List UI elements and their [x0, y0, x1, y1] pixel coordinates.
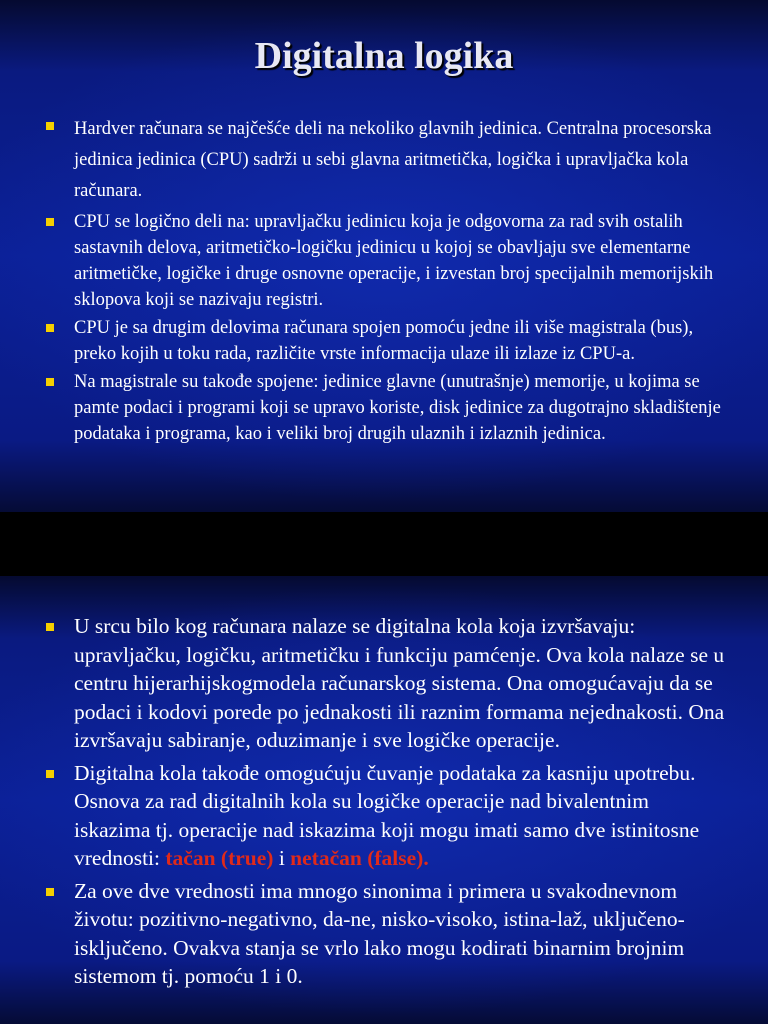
- bullet-item: [46, 315, 726, 367]
- square-bullet-icon: [46, 623, 54, 631]
- bullet-item: [46, 369, 726, 447]
- square-bullet-icon: [46, 324, 54, 332]
- conjunction-text: i: [273, 846, 291, 870]
- bullet-list: [46, 612, 726, 995]
- bullet-item: [46, 612, 726, 755]
- bullet-text: Digitalna kola takođe omogućuju čuvanje podataka za kasniju upotrebu. Osnova za rad digitalnih kola su logičke operacije nad bivalentnim iskazima tj. operacije nad iskazima koji mogu imati samo dve istinitosne vrednosti:: [74, 760, 700, 870]
- slide-digitalna-kola: [0, 576, 768, 1024]
- bullet-text: Hardver računara se najčešće deli na nekoliko glavnih jedinica. Centralna procesorska jedinica jedinica (CPU) sadrži u sebi glavna aritmetička, logička i upravljačka kola računara.: [74, 119, 712, 201]
- bullet-list: [46, 114, 726, 449]
- false-value-label: netačan (false).: [290, 846, 429, 870]
- bullet-text: Na magistrale su takođe spojene: jedinice glavne (unutrašnje) memorije, u kojima se pamte podaci i programi koji se upravo koriste, disk jedinice za dugotrajno skladištenje podataka i programa, kao i veliki broj drugih ulaznih i izlaznih jedinica.: [74, 372, 721, 444]
- bullet-item: [46, 759, 726, 873]
- square-bullet-icon: [46, 122, 54, 130]
- square-bullet-icon: [46, 770, 54, 778]
- bullet-text: Za ove dve vrednosti ima mnogo sinonima i primera u svakodnevnom životu: pozitivno-negativno, da-ne, nisko-visoko, istina-laž, uključeno-isključeno. Ovakva stanja se vrlo lako mogu kodirati binarnim brojnim sistemom tj. pomoću 1 i 0.: [74, 878, 685, 988]
- bullet-item: [46, 114, 726, 207]
- square-bullet-icon: [46, 218, 54, 226]
- true-value-label: tačan (true): [165, 846, 274, 870]
- square-bullet-icon: [46, 378, 54, 386]
- bullet-text: CPU se logično deli na: upravljačku jedinicu koja je odgovorna za rad svih ostalih sastavnih delova, aritmetičko-logičku jedinicu u kojoj se obavljaju sve elementarne aritmetičke, logičke i druge osnovne operacije, i izvestan broj specijalnih memorijskih sklopova koji se nazivaju registri.: [74, 212, 714, 310]
- bullet-item: [46, 209, 726, 313]
- bullet-text: U srcu bilo kog računara nalaze se digitalna kola koja izvršavaju: upravljačku, logičku, aritmetičku i funkciju pamćenje. Ova kola nalaze se u centru hijerarhijskogmodela računarskog sistema. Ona omogućavaju da se podaci i kodovi porede po jednakosti ili raznim formama nejednakosti. Ona izvršavaju sabiranje, oduzimanje i sve logičke operacije.: [74, 614, 725, 752]
- bullet-item: [46, 877, 726, 991]
- bullet-text: CPU je sa drugim delovima računara spojen pomoću jedne ili više magistrala (bus), preko kojih u toku rada, različite vrste informacija ulaze ili izlaze iz CPU-a.: [74, 318, 694, 364]
- square-bullet-icon: [46, 888, 54, 896]
- slide-title: Digitalna logika: [254, 35, 514, 77]
